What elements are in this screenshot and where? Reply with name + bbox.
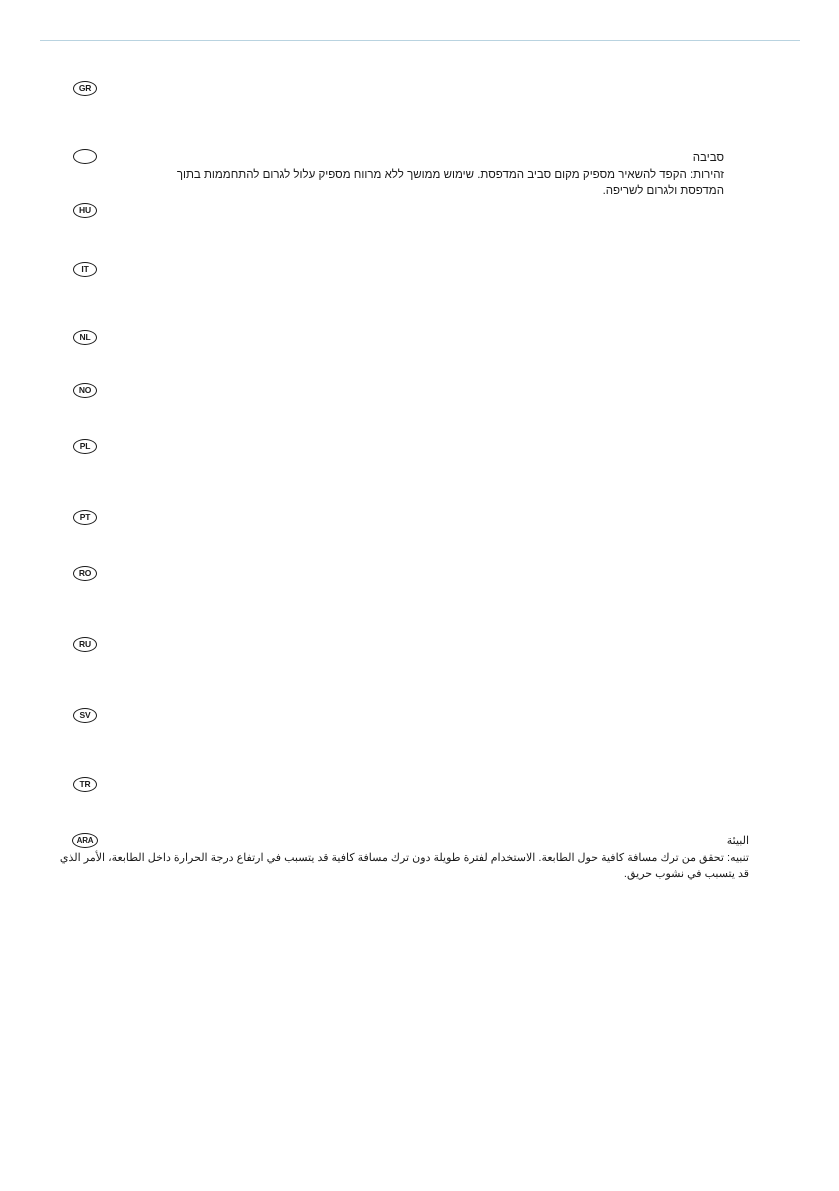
arabic-heading: البيئة	[726, 835, 749, 847]
arabic-warning-line-2: قد يتسبب في نشوب حريق.	[623, 868, 749, 880]
language-badge-sv: SV	[73, 708, 97, 723]
hebrew-warning-line-2: המדפסת ולגרום לשריפה.	[602, 185, 724, 197]
hebrew-section	[177, 150, 724, 200]
language-badge-ru: RU	[73, 637, 97, 652]
hebrew-warning-line-1: זהירות: הקפד להשאיר מספיק מקום סביב המדפסת. שימוש ממושך ללא מרווח מספיק עלול לגרום להתחממות בתוך	[176, 168, 724, 181]
language-badge-it: IT	[73, 262, 97, 277]
arabic-section	[60, 833, 749, 883]
language-badge-no: NO	[73, 383, 97, 398]
arabic-warning-line-1: تنبيه: تحقق من ترك مسافة كافية حول الطابعة. الاستخدام لفترة طويلة دون ترك مسافة كافية قد يتسبب في ارتفاع درجة الحرارة داخل الطابعة، الأمر الذي	[59, 851, 749, 864]
language-badge-ara: ARA	[72, 833, 98, 848]
language-badge-pt: PT	[73, 510, 97, 525]
language-badge-nl: NL	[73, 330, 97, 345]
language-badge-ro: RO	[73, 566, 97, 581]
language-badge-gr: GR	[73, 81, 97, 96]
header-rule	[40, 40, 800, 41]
language-badge-hu: HU	[73, 203, 97, 218]
language-badge-pl: PL	[73, 439, 97, 454]
hebrew-heading: סביבה	[692, 152, 724, 164]
language-badge-tr: TR	[73, 777, 97, 792]
language-badge-he	[73, 149, 97, 164]
